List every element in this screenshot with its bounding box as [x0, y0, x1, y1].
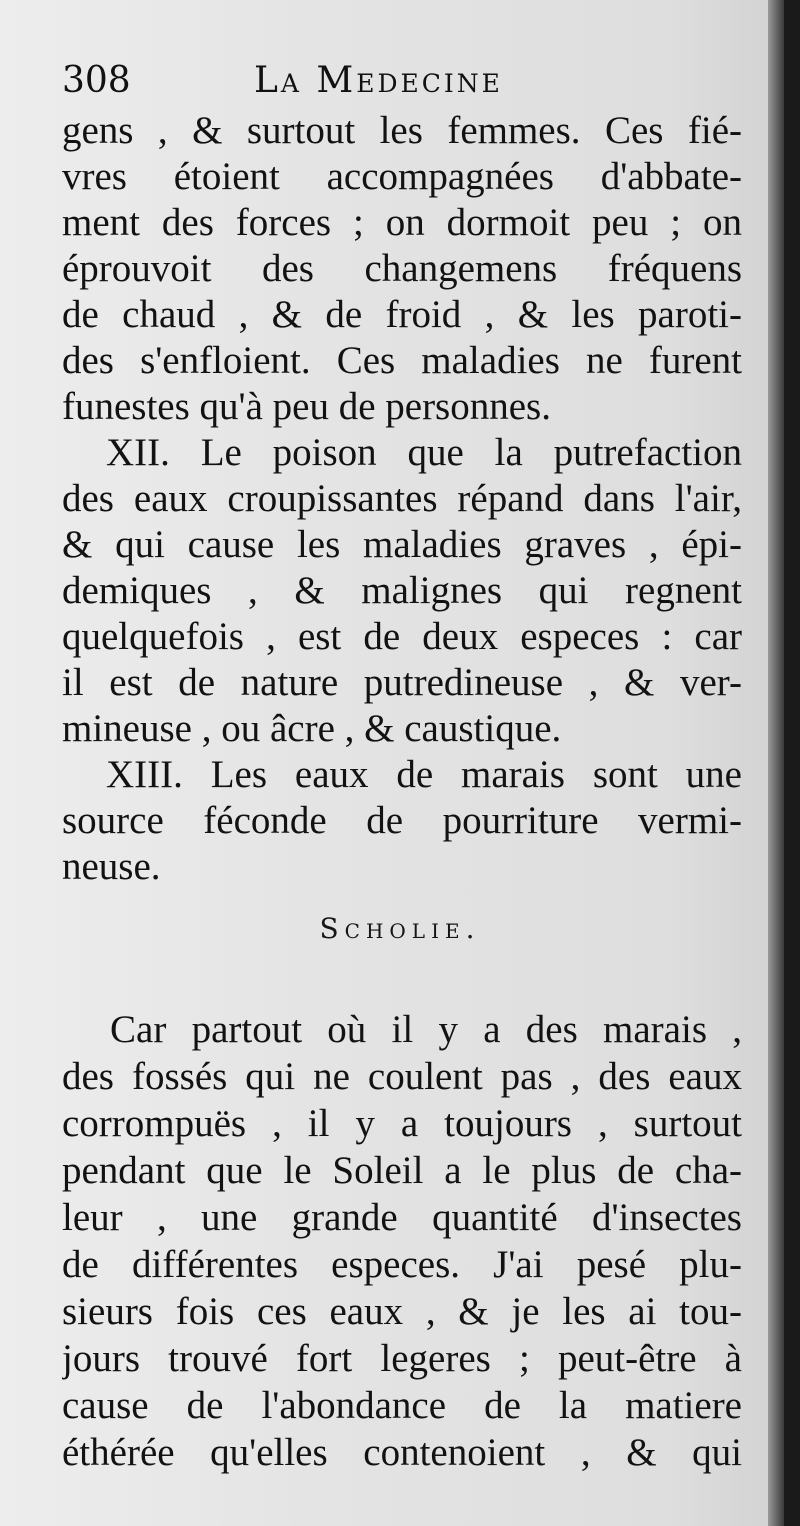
text-line: demiques , & malignes qui regnent	[62, 569, 742, 612]
text-line: jours trouvé fort legeres ; peut-être à	[62, 1337, 742, 1380]
text-line: éthérée qu'elles contenoient , & qui	[62, 1431, 742, 1474]
text-line: cause de l'abondance de la matiere	[62, 1384, 742, 1427]
text-line: corrompuës , il y a toujours , surtout	[62, 1102, 742, 1145]
text-line: funestes qu'à peu de personnes.	[62, 385, 551, 428]
text-line: XII. Le poison que la putrefaction	[106, 431, 742, 474]
text-line: ment des forces ; on dormoit peu ; on	[62, 201, 742, 244]
text-line: de chaud , & de froid , & les paroti-	[62, 293, 742, 336]
body-text	[62, 108, 742, 890]
text-line: des s'enfloient. Ces maladies ne furent	[62, 339, 742, 382]
text-line: & qui cause les maladies graves , épi-	[62, 523, 742, 566]
page-number: 308	[62, 60, 131, 101]
text-line: sieurs fois ces eaux , & je les ai tou-	[62, 1290, 742, 1333]
text-line: éprouvoit des changemens fréquens	[62, 247, 742, 290]
scholie-text	[62, 1006, 742, 1476]
running-head: La Medecine	[254, 60, 503, 101]
text-line: des fossés qui ne coulent pas , des eaux	[62, 1055, 742, 1098]
text-line: Car partout où il y a des marais ,	[110, 1008, 742, 1051]
text-line: XIII. Les eaux de marais sont une	[106, 753, 742, 796]
text-line: quelquefois , est de deux especes : car	[62, 615, 742, 658]
page-edge-shadow	[768, 0, 784, 1526]
text-line: il est de nature putredineuse , & ver-	[62, 661, 742, 704]
page-header	[62, 56, 742, 104]
text-line: pendant que le Soleil a le plus de cha-	[62, 1149, 742, 1192]
text-line: de différentes especes. J'ai pesé plu-	[62, 1243, 742, 1286]
section-heading: Scholie.	[319, 912, 481, 945]
text-line: neuse.	[62, 845, 161, 888]
text-line: des eaux croupissantes répand dans l'air,	[62, 477, 742, 520]
text-line: source féconde de pourriture vermi-	[62, 799, 742, 842]
text-line: leur , une grande quantité d'insectes	[62, 1196, 742, 1239]
text-line: gens , & surtout les femmes. Ces fié-	[62, 109, 742, 152]
text-line: vres étoient accompagnées d'abbate-	[62, 155, 742, 198]
text-line: mineuse , ou âcre , & caustique.	[62, 707, 562, 750]
